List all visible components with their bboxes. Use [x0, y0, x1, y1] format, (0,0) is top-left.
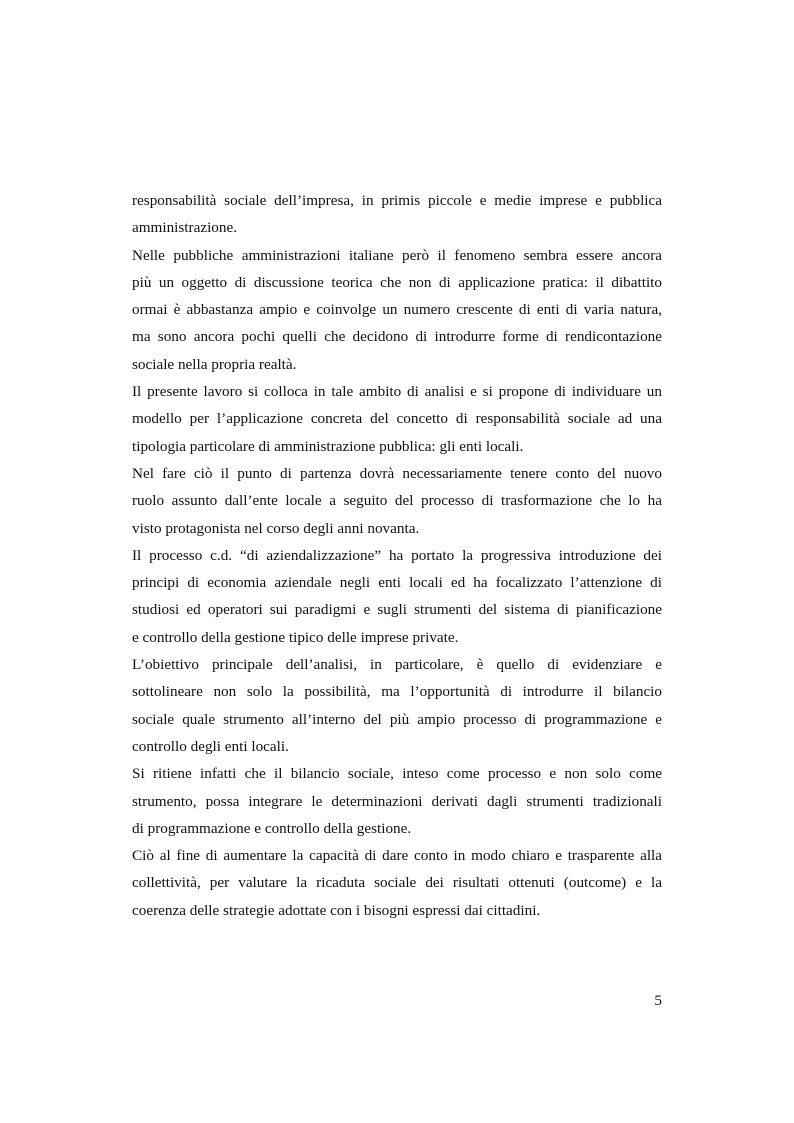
- text-line: ormai è abbastanza ampio e coinvolge un numero crescente di enti di varia natura,: [132, 301, 662, 319]
- text-line: Si ritiene infatti che il bilancio sociale, inteso come processo e non solo come: [132, 765, 662, 783]
- text-line: e controllo della gestione tipico delle imprese private.: [132, 628, 459, 646]
- text-line: più un oggetto di discussione teorica che non di applicazione pratica: il dibattito: [132, 273, 662, 291]
- text-line: sottolineare non solo la possibilità, ma l’opportunità di introdurre il bilancio: [132, 683, 662, 701]
- paragraph-starting-point: [132, 460, 662, 542]
- paragraph-present-work: [132, 378, 662, 460]
- document-body: [132, 187, 662, 924]
- text-line: collettività, per valutare la ricaduta sociale dei risultati ottenuti (outcome) e la: [132, 874, 662, 892]
- text-line: L’obiettivo principale dell’analisi, in particolare, è quello di evidenziare e: [132, 656, 662, 674]
- text-line: di programmazione e controllo della gestione.: [132, 819, 412, 837]
- text-line: Nelle pubbliche amministrazioni italiane però il fenomeno sembra essere ancora: [132, 246, 662, 264]
- text-line: visto protagonista nel corso degli anni novanta.: [132, 519, 420, 537]
- paragraph-social-balance: [132, 760, 662, 842]
- text-line: responsabilità sociale dell’impresa, in primis piccole e medie imprese e pubblica: [132, 192, 662, 209]
- text-line: tipologia particolare di amministrazione pubblica: gli enti locali.: [132, 437, 524, 455]
- text-line: Nel fare ciò il punto di partenza dovrà necessariamente tenere conto del nuovo: [132, 464, 662, 482]
- page-number: 5: [654, 992, 662, 1009]
- text-line: Il presente lavoro si colloca in tale ambito di analisi e si propone di individuare un: [132, 383, 662, 401]
- text-line: ma sono ancora pochi quelli che decidono di introdurre forme di rendicontazione: [132, 328, 662, 346]
- text-line: Ciò al fine di aumentare la capacità di dare conto in modo chiaro e trasparente alla: [132, 847, 662, 865]
- text-line: coerenza delle strategie adottate con i bisogni espressi dai cittadini.: [132, 901, 541, 919]
- paragraph-objective: [132, 651, 662, 760]
- text-line: ruolo assunto dall’ente locale a seguito del processo di trasformazione che lo ha: [132, 492, 662, 510]
- text-line: studiosi ed operatori sui paradigmi e sugli strumenti del sistema di pianificazione: [132, 601, 662, 619]
- paragraph-continuation: [132, 187, 662, 242]
- text-line: sociale nella propria realtà.: [132, 355, 297, 373]
- text-line: sociale quale strumento all’interno del più ampio processo di programmazione e: [132, 710, 662, 728]
- text-line: principi di economia aziendale negli enti locali ed ha focalizzato l’attenzione di: [132, 574, 662, 592]
- paragraph-aziendalizzazione: [132, 542, 662, 651]
- text-line: controllo degli enti locali.: [132, 737, 289, 755]
- text-line: strumento, possa integrare le determinazioni derivati dagli strumenti tradizionali: [132, 792, 662, 810]
- text-line: Il processo c.d. “di aziendalizzazione” ha portato la progressiva introduzione dei: [132, 546, 662, 564]
- text-line: amministrazione.: [132, 219, 238, 237]
- paragraph-accountability: [132, 842, 662, 924]
- paragraph-public-administrations: [132, 242, 662, 378]
- text-line: modello per l’applicazione concreta del concetto di responsabilità sociale ad una: [132, 410, 662, 428]
